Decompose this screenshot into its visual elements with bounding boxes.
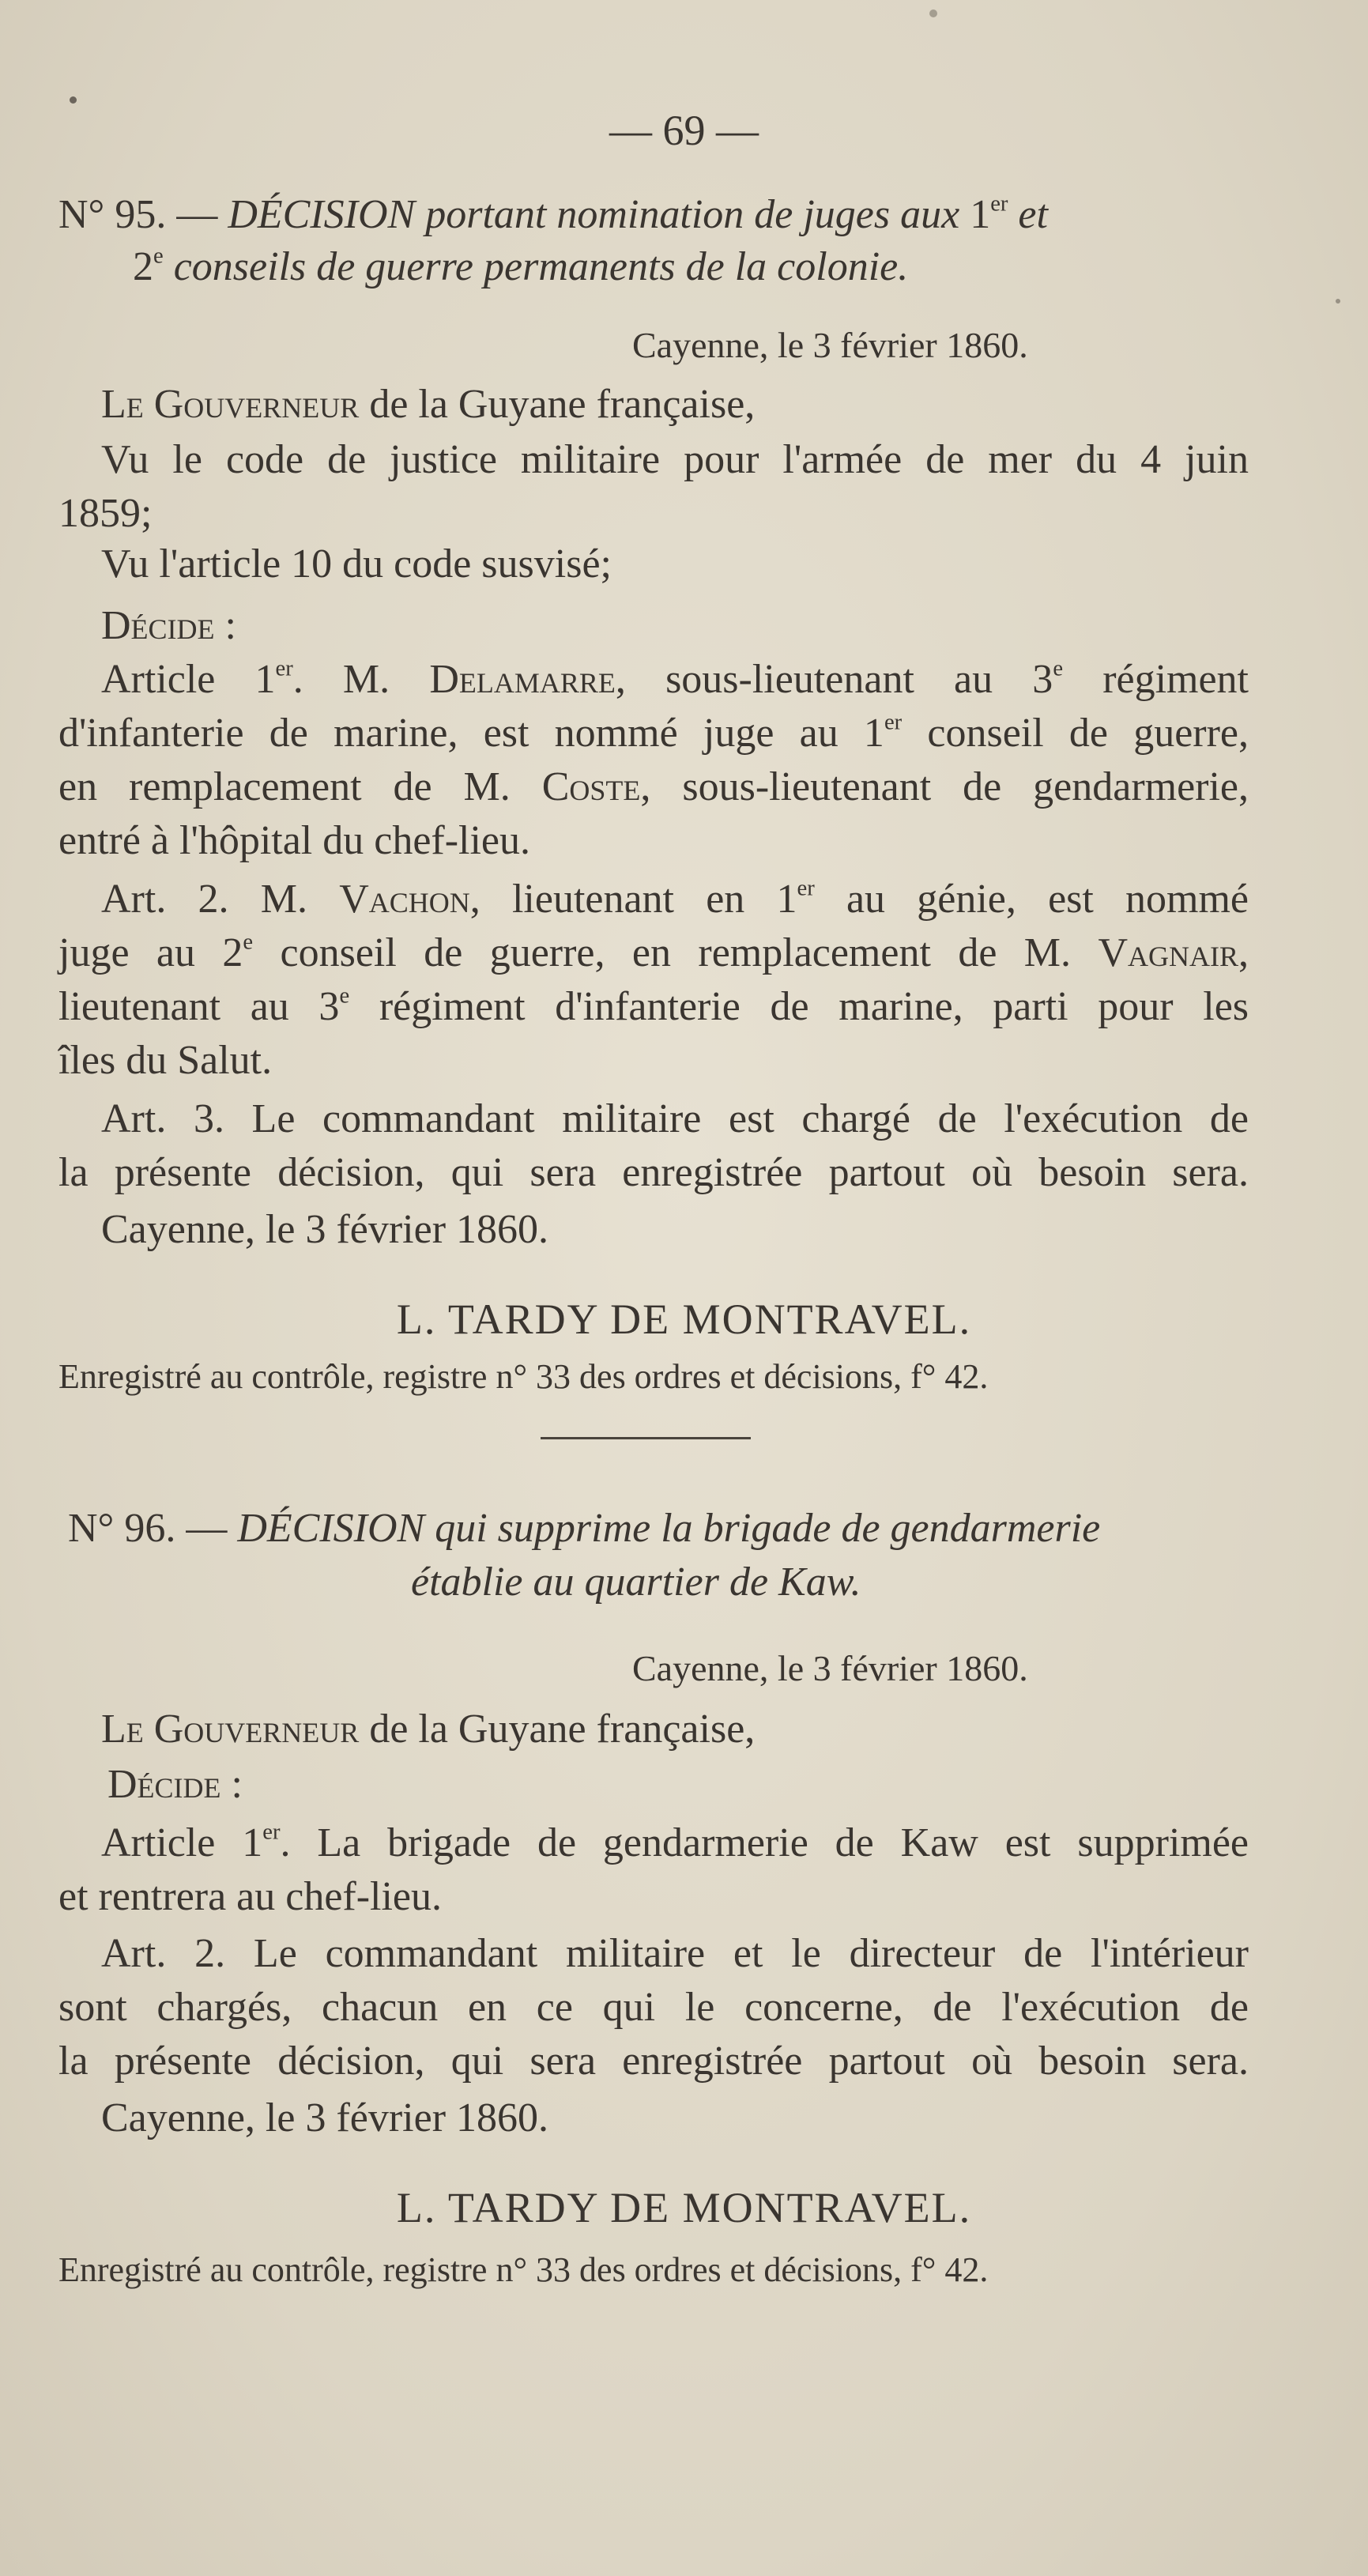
- decision-96-article-2-line1: Art. 2. Le commandant militaire et le directeur de l'intérieur: [101, 1931, 1249, 1976]
- decision-95-title-ordinal: 1er: [970, 191, 1008, 237]
- paper-speck: [1336, 299, 1340, 304]
- decision-95-article-1-line3: en remplacement de M. Coste, sous-lieutenant de gendarmerie,: [58, 764, 1249, 809]
- decision-96-closing-date: Cayenne, le 3 février 1860.: [101, 2095, 549, 2140]
- decision-96-gouverneur: Le Gouverneur de la Guyane française,: [101, 1707, 756, 1752]
- decision-95-vu-1-line2: 1859;: [58, 491, 153, 536]
- person-name-vachon: Vachon: [339, 877, 470, 922]
- decision-95-article-2-line2: juge au 2e conseil de guerre, en remplacement de M. Vagnair,: [58, 930, 1249, 975]
- decision-95-article-1-line1: Article 1er. M. Delamarre, sous-lieutenant au 3e régiment: [101, 656, 1249, 702]
- decision-95-title-ordinal-2: 2e: [133, 243, 164, 289]
- decision-96-title-word: DÉCISION: [237, 1506, 425, 1551]
- decision-96-signature: L. TARDY DE MONTRAVEL.: [396, 2184, 972, 2231]
- decision-95-title-word: DÉCISION: [228, 192, 416, 237]
- decision-96-article-2-line3: la présente décision, qui sera enregistrée partout où besoin sera.: [58, 2039, 1249, 2084]
- decision-95-article-2-line1: Art. 2. M. Vachon, lieutenant en 1er au génie, est nommé: [101, 876, 1249, 922]
- decision-95-heading-line2: 2e conseils de guerre permanents de la colonie.: [133, 243, 909, 289]
- decision-95-article-3-line1: Art. 3. Le commandant militaire est chargé de l'exécution de: [101, 1096, 1249, 1141]
- decision-95-article-1-line4: entré à l'hôpital du chef-lieu.: [58, 818, 531, 863]
- decision-96-heading-line2: établie au quartier de Kaw.: [411, 1560, 861, 1605]
- section-divider: [541, 1437, 751, 1439]
- decision-96-article-1-line1: Article 1er. La brigade de gendarmerie de Kaw est supprimée: [101, 1820, 1249, 1865]
- decision-95-article-2-line4: îles du Salut.: [58, 1038, 273, 1083]
- paper-speck: [929, 9, 937, 17]
- decision-96-title-rest: qui supprime la brigade de gendarmerie: [435, 1506, 1101, 1551]
- decision-96-heading-line1: [68, 1508, 1100, 1549]
- decision-95-article-2-line3: lieutenant au 3e régiment d'infanterie de marine, parti pour les: [58, 983, 1249, 1029]
- decision-96-date: Cayenne, le 3 février 1860.: [632, 1648, 1028, 1688]
- person-name-vagnair: Vagnair: [1098, 930, 1238, 975]
- decision-95-title-rest: portant nomination de juges aux: [425, 192, 960, 237]
- decision-95-closing-date: Cayenne, le 3 février 1860.: [101, 1207, 549, 1252]
- decision-95-date: Cayenne, le 3 février 1860.: [632, 325, 1028, 365]
- decision-96-article-1-line2: et rentrera au chef-lieu.: [58, 1874, 443, 1919]
- decision-95-vu-1-line1: Vu le code de justice militaire pour l'armée de mer du 4 juin: [101, 437, 1249, 482]
- decision-96-article-2-line2: sont chargés, chacun en ce qui le concerne, de l'exécution de: [58, 1985, 1249, 2030]
- decision-95-heading-line1: [58, 191, 1315, 237]
- person-name-delamarre: Delamarre: [429, 657, 616, 702]
- decision-96-number: N° 96. —: [68, 1506, 228, 1551]
- decision-95-registration: Enregistré au contrôle, registre n° 33 des ordres et décisions, f° 42.: [58, 1357, 989, 1396]
- decision-95-title-et: et: [1018, 192, 1048, 237]
- decision-95-vu-2: Vu l'article 10 du code susvisé;: [101, 541, 612, 586]
- decision-95-article-1-line2: d'infanterie de marine, est nommé juge au 1er conseil de guerre,: [58, 710, 1249, 756]
- decision-96-decide: Décide :: [107, 1762, 243, 1807]
- decision-95-gouverneur: Le Gouverneur de la Guyane française,: [101, 382, 756, 427]
- decision-95-article-3-line2: la présente décision, qui sera enregistrée partout où besoin sera.: [58, 1150, 1249, 1195]
- paper-speck: [70, 96, 77, 104]
- decision-96-registration: Enregistré au contrôle, registre n° 33 des ordres et décisions, f° 42.: [58, 2250, 989, 2289]
- page-number: — 69 —: [609, 107, 759, 154]
- decision-95-signature: L. TARDY DE MONTRAVEL.: [396, 1296, 972, 1343]
- person-name-coste: Coste: [541, 764, 641, 809]
- decision-95-number: N° 95. —: [58, 192, 218, 237]
- decision-95-decide: Décide :: [101, 603, 236, 648]
